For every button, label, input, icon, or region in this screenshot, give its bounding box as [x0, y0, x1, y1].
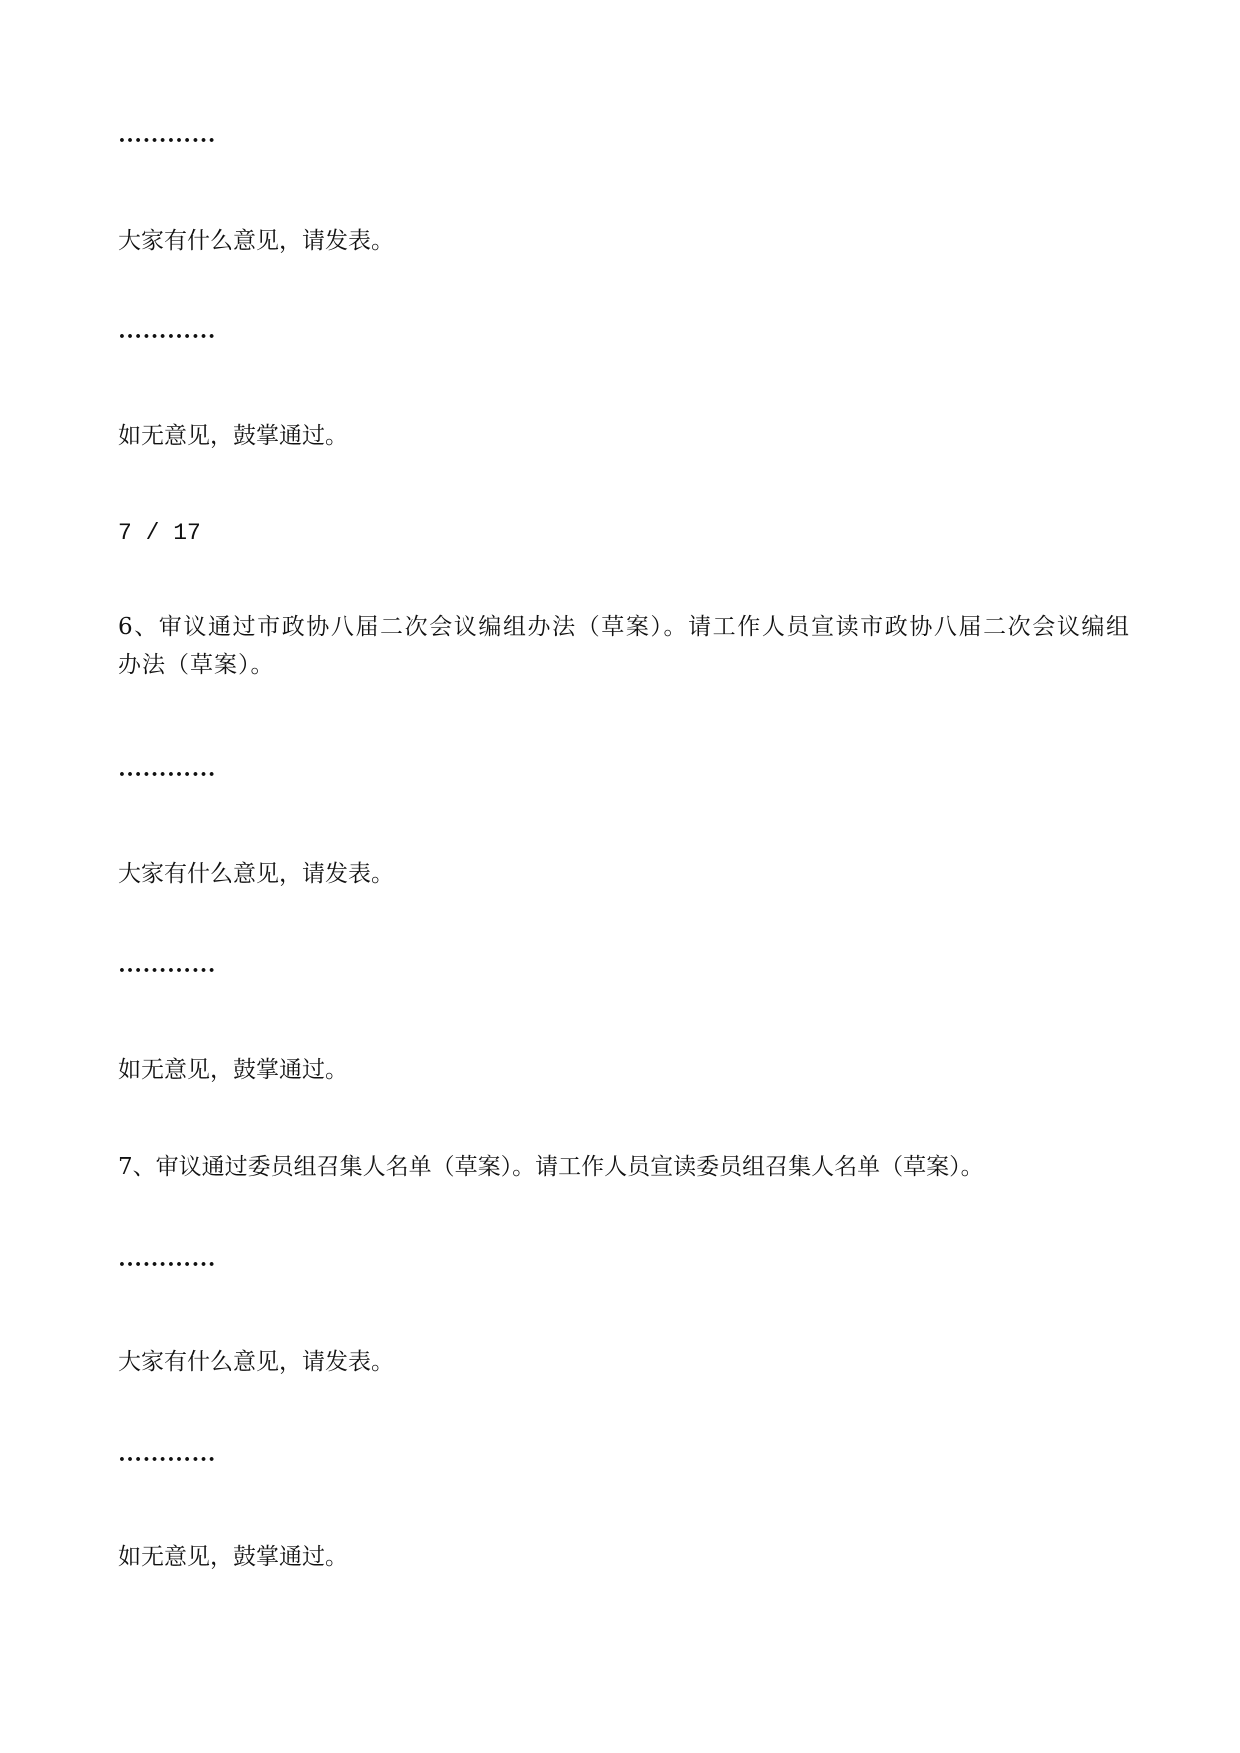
prompt-opinions: 大家有什么意见，请发表。 — [118, 1349, 394, 1375]
ellipsis-line: ………… — [118, 318, 216, 344]
page-number: 7 / 17 — [118, 520, 201, 546]
ellipsis-line: ………… — [118, 122, 216, 148]
approval-line: 如无意见，鼓掌通过。 — [118, 423, 348, 449]
ellipsis-line: ………… — [118, 756, 216, 782]
prompt-opinions: 大家有什么意见，请发表。 — [118, 861, 394, 887]
approval-line: 如无意见，鼓掌通过。 — [118, 1057, 348, 1083]
prompt-opinions: 大家有什么意见，请发表。 — [118, 228, 394, 254]
agenda-item-7: 7、审议通过委员组召集人名单（草案）。请工作人员宣读委员组召集人名单（草案）。 — [118, 1154, 984, 1180]
ellipsis-line: ………… — [118, 1246, 216, 1272]
approval-line: 如无意见，鼓掌通过。 — [118, 1544, 348, 1570]
ellipsis-line: ………… — [118, 952, 216, 978]
ellipsis-line: ………… — [118, 1441, 216, 1467]
agenda-item-6: 6、审议通过市政协八届二次会议编组办法（草案）。请工作人员宣读市政协八届二次会议编组办法（草案）。 — [118, 614, 1130, 678]
